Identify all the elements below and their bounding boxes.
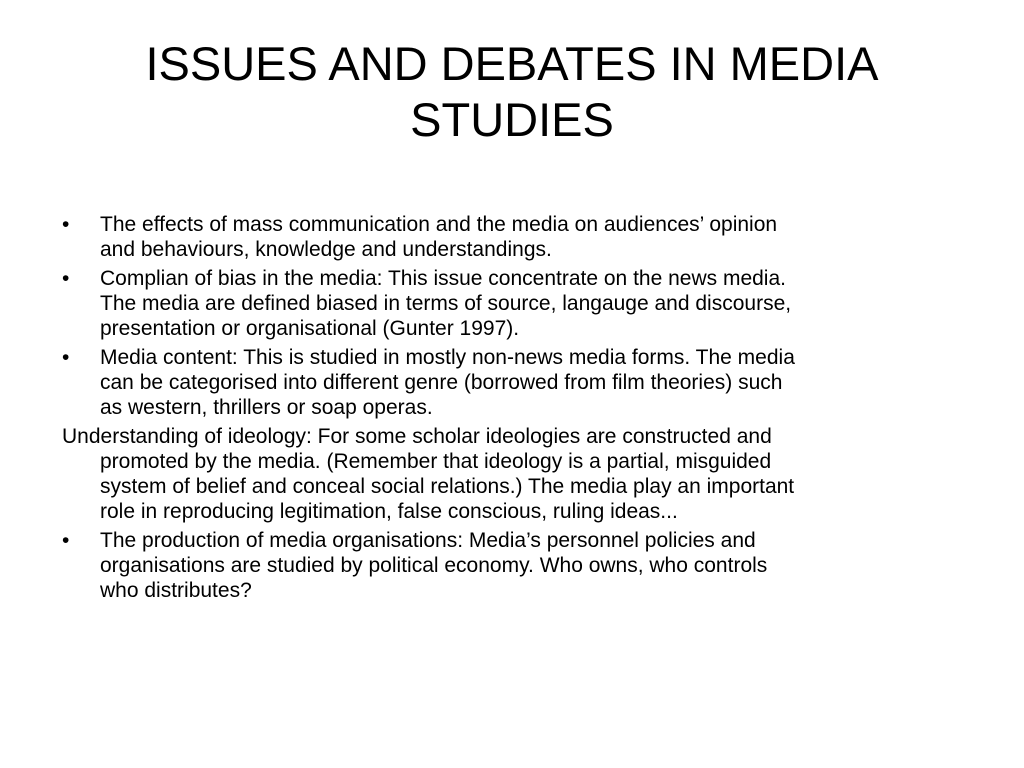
bullet-item-media-content (62, 345, 962, 420)
bullet-text-line: can be categorised into different genre (borrowed from film theories) such (100, 371, 783, 394)
bullet-icon: • (62, 529, 70, 552)
bullet-item-media-bias (62, 266, 962, 341)
bullet-text-line: The effects of mass communication and the media on audiences’ opinion (100, 213, 778, 236)
bullet-item-media-production (62, 528, 962, 603)
paragraph-text-line: role in reproducing legitimation, false conscious, ruling ideas... (100, 500, 678, 523)
slide-title-line: STUDIES (410, 93, 614, 146)
slide-body (62, 212, 962, 607)
slide-title-line: ISSUES AND DEBATES IN MEDIA (145, 37, 879, 90)
bullet-text-line: as western, thrillers or soap operas. (100, 396, 433, 419)
bullet-text-line: and behaviours, knowledge and understandings. (100, 238, 552, 261)
bullet-text-line: The media are defined biased in terms of source, langauge and discourse, (100, 292, 792, 315)
bullet-text-line: presentation or organisational (Gunter 1997). (100, 317, 520, 340)
bullet-text-line: organisations are studied by political economy. Who owns, who controls (100, 554, 768, 577)
bullet-text-line: Media content: This is studied in mostly non-news media forms. The media (100, 346, 795, 369)
bullet-icon: • (62, 267, 70, 290)
bullet-item-media-effects (62, 212, 962, 262)
bullet-text-line: The production of media organisations: Media’s personnel policies and (100, 529, 756, 552)
bullet-icon: • (62, 346, 70, 369)
bullet-icon: • (62, 213, 70, 236)
slide-title (40, 36, 984, 148)
paragraph-text-line: Understanding of ideology: For some scholar ideologies are constructed and (62, 425, 772, 448)
paragraph-ideology (62, 424, 962, 524)
paragraph-text-line: system of belief and conceal social relations.) The media play an important (100, 475, 795, 498)
bullet-text-line: who distributes? (100, 579, 252, 602)
bullet-text-line: Complian of bias in the media: This issue concentrate on the news media. (100, 267, 786, 290)
paragraph-text-line: promoted by the media. (Remember that ideology is a partial, misguided (100, 450, 772, 473)
